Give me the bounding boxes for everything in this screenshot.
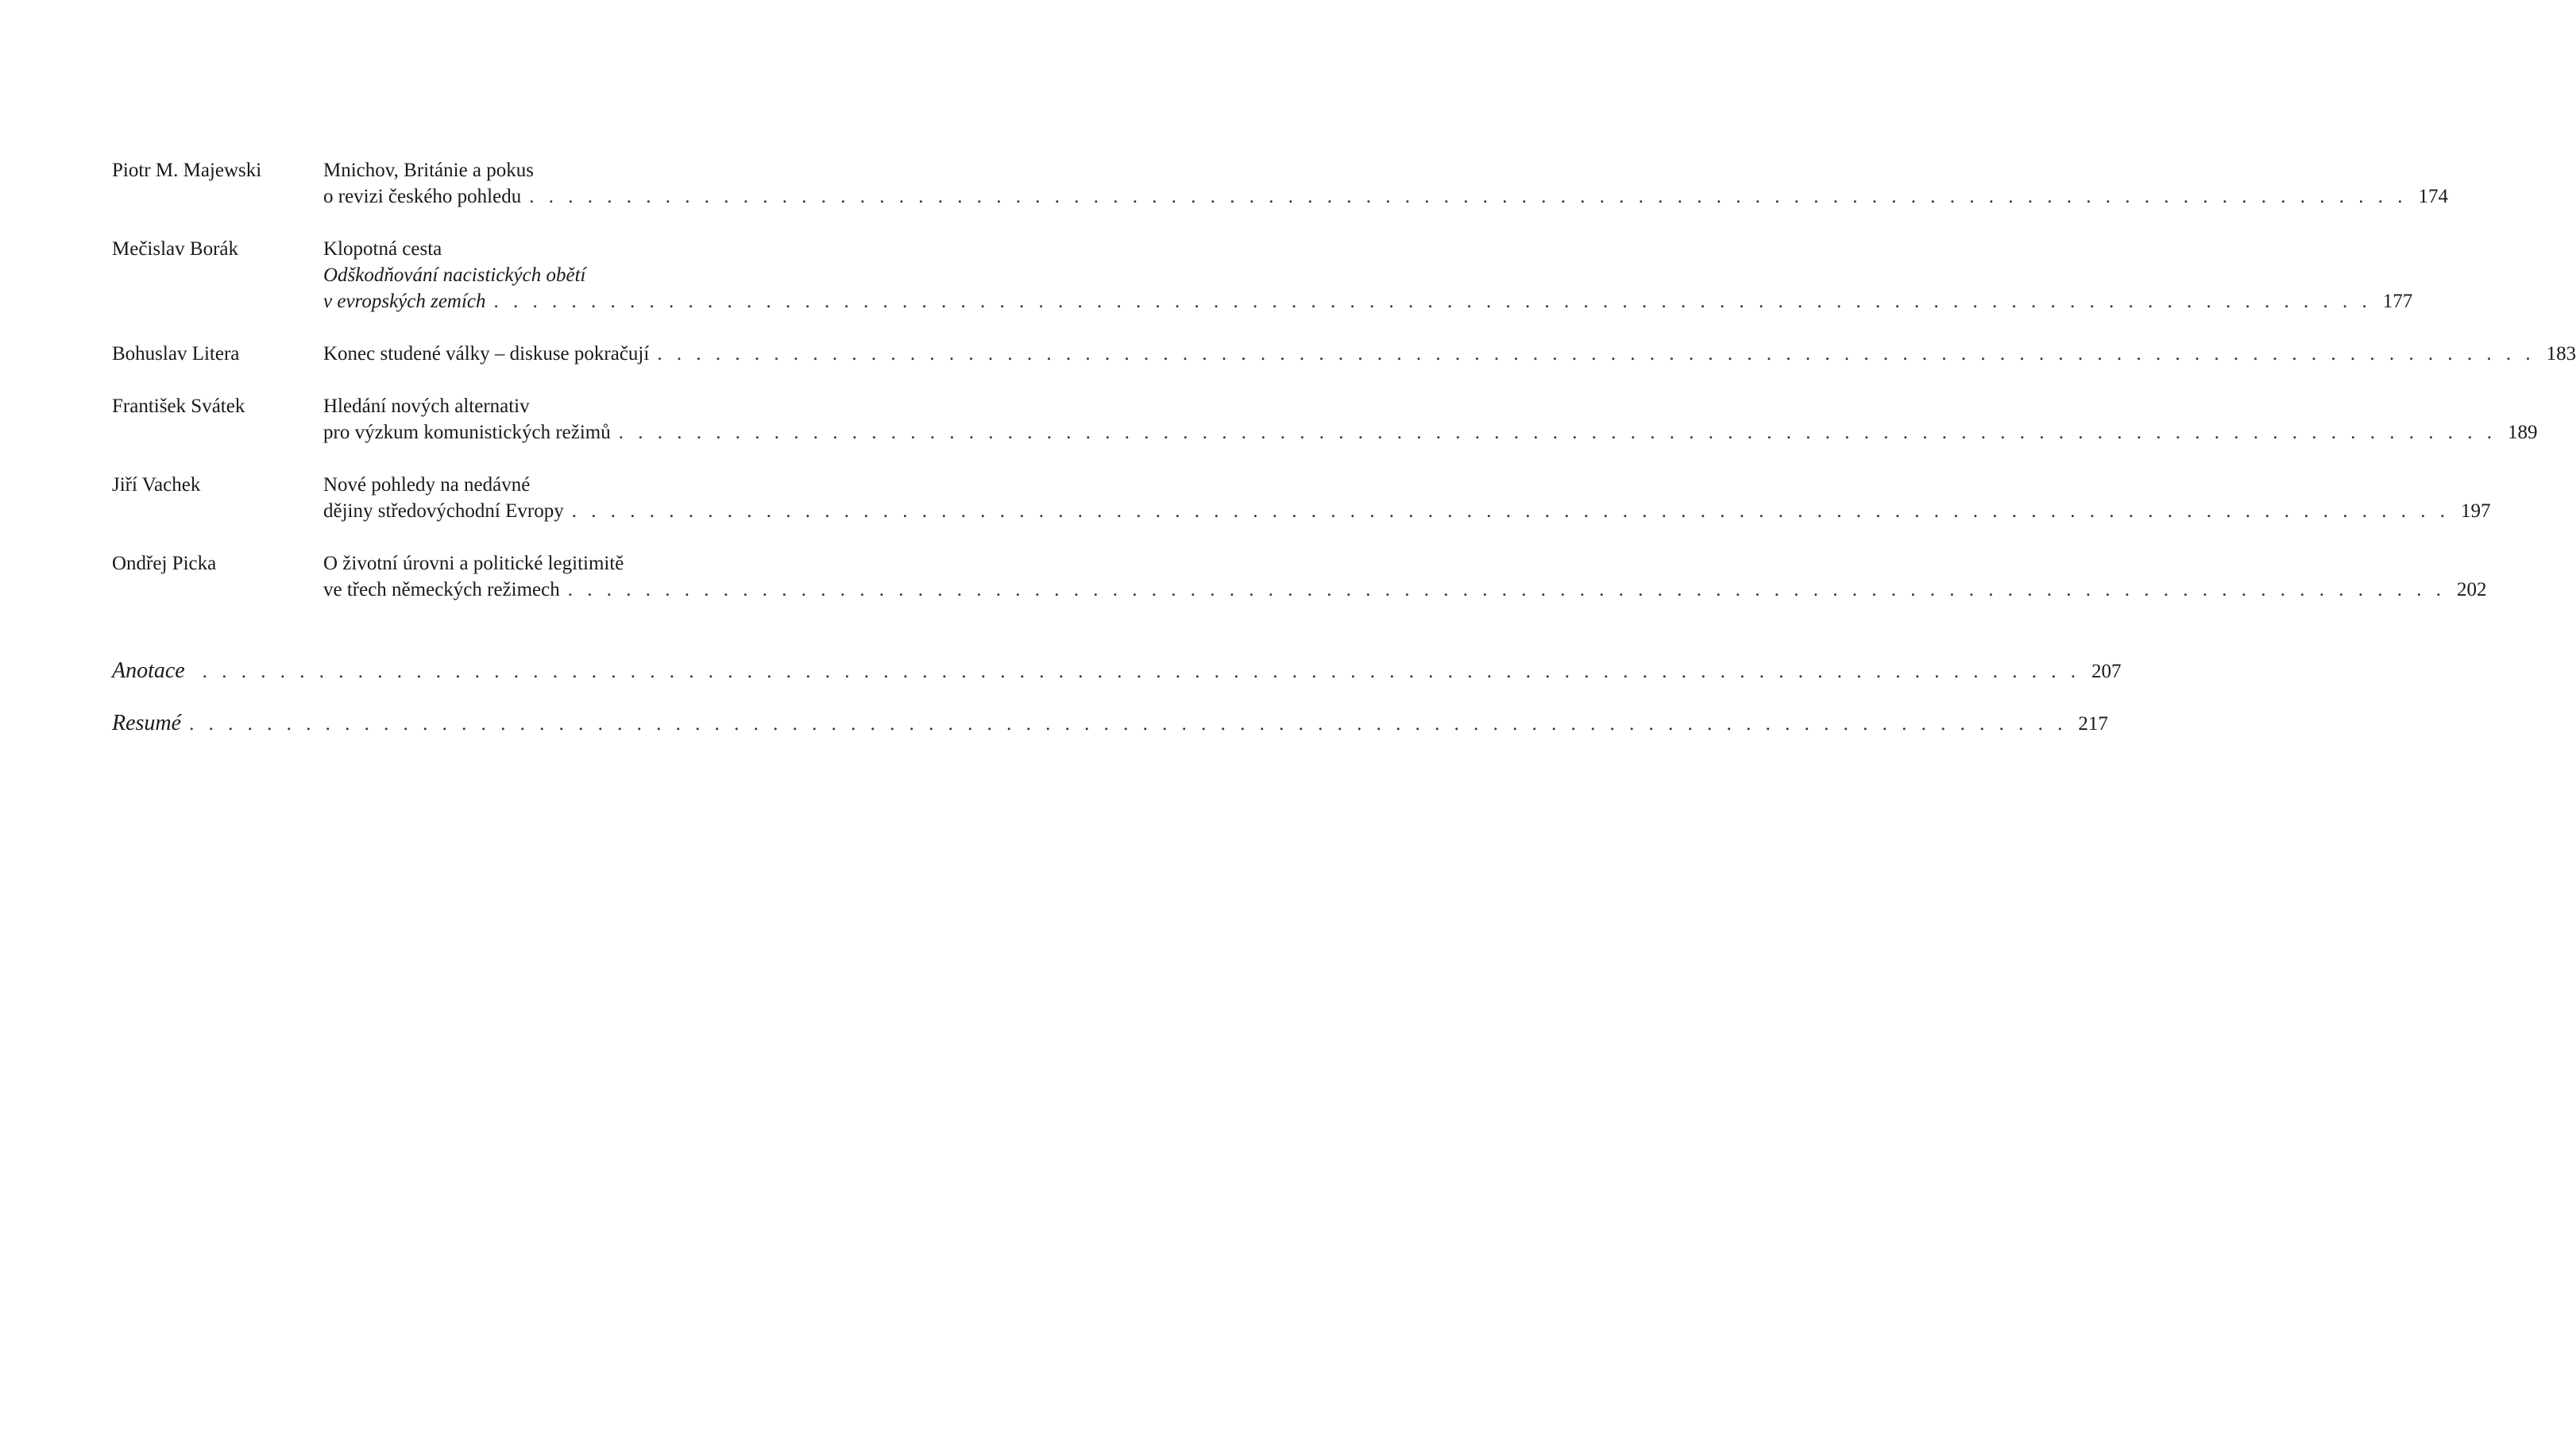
toc-title-line: Hledání nových alternativ xyxy=(323,396,530,417)
toc-subtitle-line: Odškodňování nacistických obětí xyxy=(323,264,586,286)
toc-title-last-line xyxy=(323,419,2537,446)
toc-title-line: dějiny středovýchodní Evropy xyxy=(323,500,564,522)
toc-author: Ondřej Picka xyxy=(112,553,217,574)
dot-leader: . . . . . . . . . . . . . . . . . . . . . . . . . . . . . . . . . . . . . . . . . . . . . . . . . . . . . . . . . . . . . . . . . . . . . . . . . . . . . . . . . . . . . . . . . . . . . . . . . xyxy=(202,661,2080,682)
toc-title-line: O životní úrovni a politické legitimitě xyxy=(323,553,624,574)
page-number: 217 xyxy=(2078,713,2108,735)
section-label: Anotace xyxy=(112,658,185,683)
toc-entry[interactable] xyxy=(112,393,2538,446)
dot-leader: . . . . . . . . . . . . . . . . . . . . . . . . . . . . . . . . . . . . . . . . . . . . . . . . . . . . . . . . . . . . . . . . . . . . . . . . . . . . . . . . . . . . . . . . . . . . . . . . . xyxy=(567,579,2446,600)
toc-title-last-line xyxy=(323,183,2448,210)
toc-title xyxy=(323,341,2576,367)
toc-author: Piotr M. Majewski xyxy=(112,160,262,181)
toc-author: Mečislav Borák xyxy=(112,238,238,260)
toc-title-last-line xyxy=(323,341,2576,367)
page-number: 177 xyxy=(2382,291,2413,312)
dot-leader: . . . . . . . . . . . . . . . . . . . . . . . . . . . . . . . . . . . . . . . . . . . . . . . . . . . . . . . . . . . . . . . . . . . . . . . . . . . . . . . . . . . . . . . . . . . . . . . . . xyxy=(618,422,2497,443)
toc-title-line: Nové pohledy na nedávné xyxy=(323,474,531,496)
section-label: Resumé xyxy=(112,711,182,735)
page-number: 183 xyxy=(2546,343,2576,365)
toc-title xyxy=(323,393,2537,446)
toc-title-line: ve třech německých režimech xyxy=(323,579,560,600)
toc-author: Jiří Vachek xyxy=(112,474,201,496)
dot-leader: . . . . . . . . . . . . . . . . . . . . . . . . . . . . . . . . . . . . . . . . . . . . . . . . . . . . . . . . . . . . . . . . . . . . . . . . . . . . . . . . . . . . . . . . . . . . . . . . . xyxy=(571,500,2450,522)
toc-title xyxy=(323,236,2412,315)
toc-title-last-line xyxy=(323,288,2412,315)
dot-leader: . . . . . . . . . . . . . . . . . . . . . . . . . . . . . . . . . . . . . . . . . . . . . . . . . . . . . . . . . . . . . . . . . . . . . . . . . . . . . . . . . . . . . . . . . . . . . . . . . xyxy=(657,343,2535,365)
page-number: 189 xyxy=(2507,422,2538,443)
page-number: 207 xyxy=(2091,661,2122,682)
toc-title-last-line xyxy=(323,498,2490,524)
toc-title-line: pro výzkum komunistických režimů xyxy=(323,422,611,443)
dot-leader: . . . . . . . . . . . . . . . . . . . . . . . . . . . . . . . . . . . . . . . . . . . . . . . . . . . . . . . . . . . . . . . . . . . . . . . . . . . . . . . . . . . . . . . . . . . . . . . . . xyxy=(493,291,2372,312)
toc-title-line: Konec studené války – diskuse pokračují xyxy=(323,343,650,365)
toc-title-line: Mnichov, Británie a pokus xyxy=(323,160,535,181)
toc-entry[interactable] xyxy=(112,236,2413,315)
toc-title-line: o revizi českého pohledu xyxy=(323,186,522,207)
dot-leader: . . . . . . . . . . . . . . . . . . . . . . . . . . . . . . . . . . . . . . . . . . . . . . . . . . . . . . . . . . . . . . . . . . . . . . . . . . . . . . . . . . . . . . . . . . . . . . . . . xyxy=(529,186,2408,207)
toc-section-resume[interactable] xyxy=(112,710,2108,737)
dot-leader: . . . . . . . . . . . . . . . . . . . . . . . . . . . . . . . . . . . . . . . . . . . . . . . . . . . . . . . . . . . . . . . . . . . . . . . . . . . . . . . . . . . . . . . . . . . . . . . . . xyxy=(189,713,2068,735)
toc-author: František Svátek xyxy=(112,396,245,417)
page-number: 174 xyxy=(2418,186,2448,207)
toc-title xyxy=(323,157,2448,210)
toc-section-anotace[interactable] xyxy=(112,658,2122,685)
toc-subtitle-line: v evropských zemích xyxy=(323,291,486,312)
toc-entry[interactable] xyxy=(112,157,2448,210)
toc-entry[interactable] xyxy=(112,472,2491,524)
toc-title-last-line xyxy=(323,577,2487,603)
toc-author: Bohuslav Litera xyxy=(112,343,240,365)
toc-entry[interactable] xyxy=(112,341,2576,367)
toc-title-line: Klopotná cesta xyxy=(323,238,442,260)
page-number: 197 xyxy=(2460,500,2491,522)
toc-title xyxy=(323,550,2487,603)
page-number: 202 xyxy=(2457,579,2487,600)
toc-entry[interactable] xyxy=(112,550,2487,603)
toc-title xyxy=(323,472,2490,524)
table-of-contents xyxy=(112,157,2576,603)
